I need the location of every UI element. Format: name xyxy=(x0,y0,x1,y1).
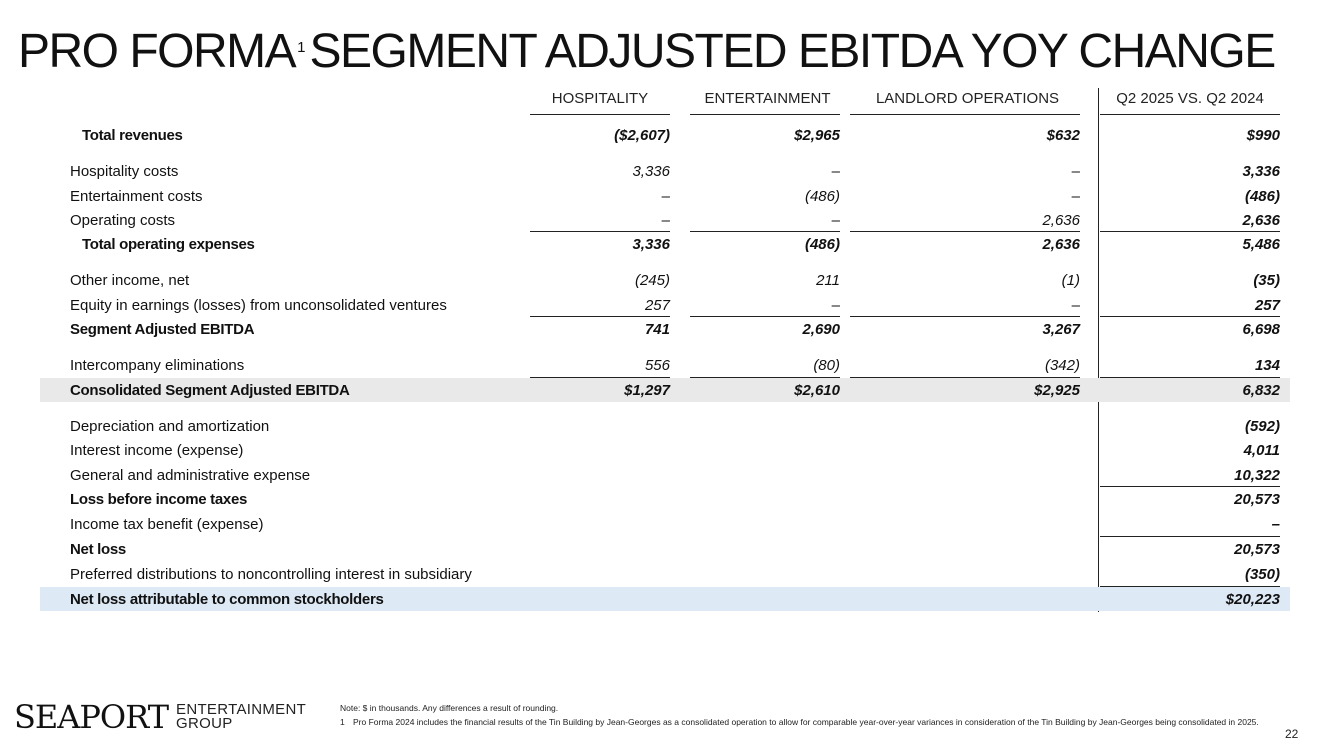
row-label: Preferred distributions to noncontrolling interest in subsidiary xyxy=(70,566,472,583)
cell-value: – xyxy=(1071,163,1080,180)
cell-value: $632 xyxy=(1046,127,1080,144)
cell-value: (80) xyxy=(813,357,840,374)
cell-value: (342) xyxy=(1044,357,1080,374)
table-row xyxy=(40,268,1290,292)
table-row xyxy=(40,208,1290,232)
cell-value: – xyxy=(1071,297,1080,314)
cell-value: 3,336 xyxy=(1242,163,1280,180)
table-row xyxy=(40,512,1290,536)
cell-value: $2,965 xyxy=(794,127,840,144)
footnote-text: Pro Forma 2024 includes the financial results of the Tin Building by Jean-Georges as a consolidated operation to allow for comparable year-over-year variances in consideration of the Tin Building by Jean-Georges being consolidated in 2025. xyxy=(353,717,1259,727)
cell-value: 10,322 xyxy=(1234,467,1280,484)
cell-value: (350) xyxy=(1244,566,1280,583)
cell-value: – xyxy=(661,188,670,205)
cell-value: 741 xyxy=(644,321,670,338)
row-label: Total operating expenses xyxy=(82,236,255,253)
cell-value: $20,223 xyxy=(1225,591,1280,608)
row-label: Net loss attributable to common stockholders xyxy=(70,591,384,608)
cell-value: $1,297 xyxy=(624,382,670,399)
cell-value: $2,925 xyxy=(1034,382,1080,399)
cell-value: – xyxy=(831,163,840,180)
table-row xyxy=(40,463,1290,487)
table-row-highlighted xyxy=(40,587,1290,611)
row-label: Loss before income taxes xyxy=(70,491,248,508)
row-label: Intercompany eliminations xyxy=(70,357,245,374)
table-row xyxy=(40,123,1290,147)
cell-value: $2,610 xyxy=(794,382,840,399)
header-entertainment: ENTERTAINMENT xyxy=(704,90,831,107)
row-label: Depreciation and amortization xyxy=(70,418,270,435)
cell-value: 2,636 xyxy=(1042,236,1080,253)
cell-value: 556 xyxy=(644,357,670,374)
row-label: Operating costs xyxy=(70,212,176,229)
page-title: PRO FORMA $^1$SEGMENT ADJUSTED EBITDA YOY CHANGE xyxy=(18,25,1275,78)
table-row xyxy=(40,232,1290,256)
table-row xyxy=(40,317,1290,341)
table-row xyxy=(40,562,1290,586)
cell-value: 2,636 xyxy=(1242,212,1280,229)
cell-value: 3,336 xyxy=(632,163,670,180)
header-underline xyxy=(850,114,1080,115)
row-label: General and administrative expense xyxy=(70,467,311,484)
footnote xyxy=(340,717,1280,727)
logo-wordmark: SEAPORT xyxy=(14,698,169,736)
cell-value: 3,267 xyxy=(1042,321,1080,338)
table-row xyxy=(40,184,1290,208)
cell-value: 2,636 xyxy=(1042,212,1080,229)
header-underline xyxy=(1100,114,1280,115)
cell-value: 211 xyxy=(816,272,840,289)
table-row xyxy=(40,537,1290,561)
cell-value: – xyxy=(1271,516,1280,533)
cell-value: 6,832 xyxy=(1242,382,1280,399)
header-landlord-operations: LANDLORD OPERATIONS xyxy=(875,90,1060,107)
cell-value: 5,486 xyxy=(1242,236,1280,253)
header-underline xyxy=(530,114,670,115)
table-row xyxy=(40,293,1290,317)
table-row xyxy=(40,414,1290,438)
row-label: Interest income (expense) xyxy=(70,442,244,459)
header-hospitality: HOSPITALITY xyxy=(551,90,649,107)
cell-value: 257 xyxy=(644,297,670,314)
company-logo xyxy=(14,700,306,734)
cell-value: (486) xyxy=(804,188,840,205)
cell-value: 134 xyxy=(1254,357,1280,374)
row-label: Segment Adjusted EBITDA xyxy=(70,321,255,338)
header-yoy-change: Q2 2025 VS. Q2 2024 xyxy=(1116,90,1264,107)
cell-value: – xyxy=(1071,188,1080,205)
table-row xyxy=(40,438,1290,462)
footnote-marker: 1 xyxy=(340,717,345,727)
logo-subtitle: ENTERTAINMENT GROUP xyxy=(176,701,307,732)
header-underline xyxy=(690,114,840,115)
row-label: Net loss xyxy=(70,541,126,558)
cell-value: – xyxy=(661,212,670,229)
cell-value: – xyxy=(831,297,840,314)
table-row xyxy=(40,487,1290,511)
table-row-highlighted xyxy=(40,378,1290,402)
cell-value: (245) xyxy=(634,272,670,289)
cell-value: (592) xyxy=(1244,418,1280,435)
cell-value: 257 xyxy=(1254,297,1280,314)
row-label: Consolidated Segment Adjusted EBITDA xyxy=(70,382,350,399)
cell-value: 20,573 xyxy=(1234,491,1280,508)
row-label: Other income, net xyxy=(70,272,190,289)
cell-value: (1) xyxy=(1061,272,1080,289)
row-label: Equity in earnings (losses) from unconsolidated ventures xyxy=(70,297,447,314)
cell-value: 2,690 xyxy=(802,321,840,338)
cell-value: (486) xyxy=(1244,188,1280,205)
table-row xyxy=(40,159,1290,183)
row-label: Income tax benefit (expense) xyxy=(70,516,264,533)
table-note: Note: $ in thousands. Any differences a result of rounding. xyxy=(340,703,559,713)
cell-value: (35) xyxy=(1253,272,1280,289)
cell-value: 6,698 xyxy=(1242,321,1280,338)
cell-value: 3,336 xyxy=(632,236,670,253)
cell-value: (486) xyxy=(804,236,840,253)
row-label: Total revenues xyxy=(82,127,183,144)
row-label: Entertainment costs xyxy=(70,188,203,205)
cell-value: ($2,607) xyxy=(614,127,670,144)
row-label: Hospitality costs xyxy=(70,163,179,180)
title-footnote-marker: 1 xyxy=(297,39,306,56)
cell-value: 20,573 xyxy=(1234,541,1280,558)
cell-value: $990 xyxy=(1246,127,1280,144)
cell-value: – xyxy=(831,212,840,229)
table-row xyxy=(40,353,1290,377)
cell-value: 4,011 xyxy=(1243,442,1280,459)
page-number: 22 xyxy=(1285,727,1299,741)
